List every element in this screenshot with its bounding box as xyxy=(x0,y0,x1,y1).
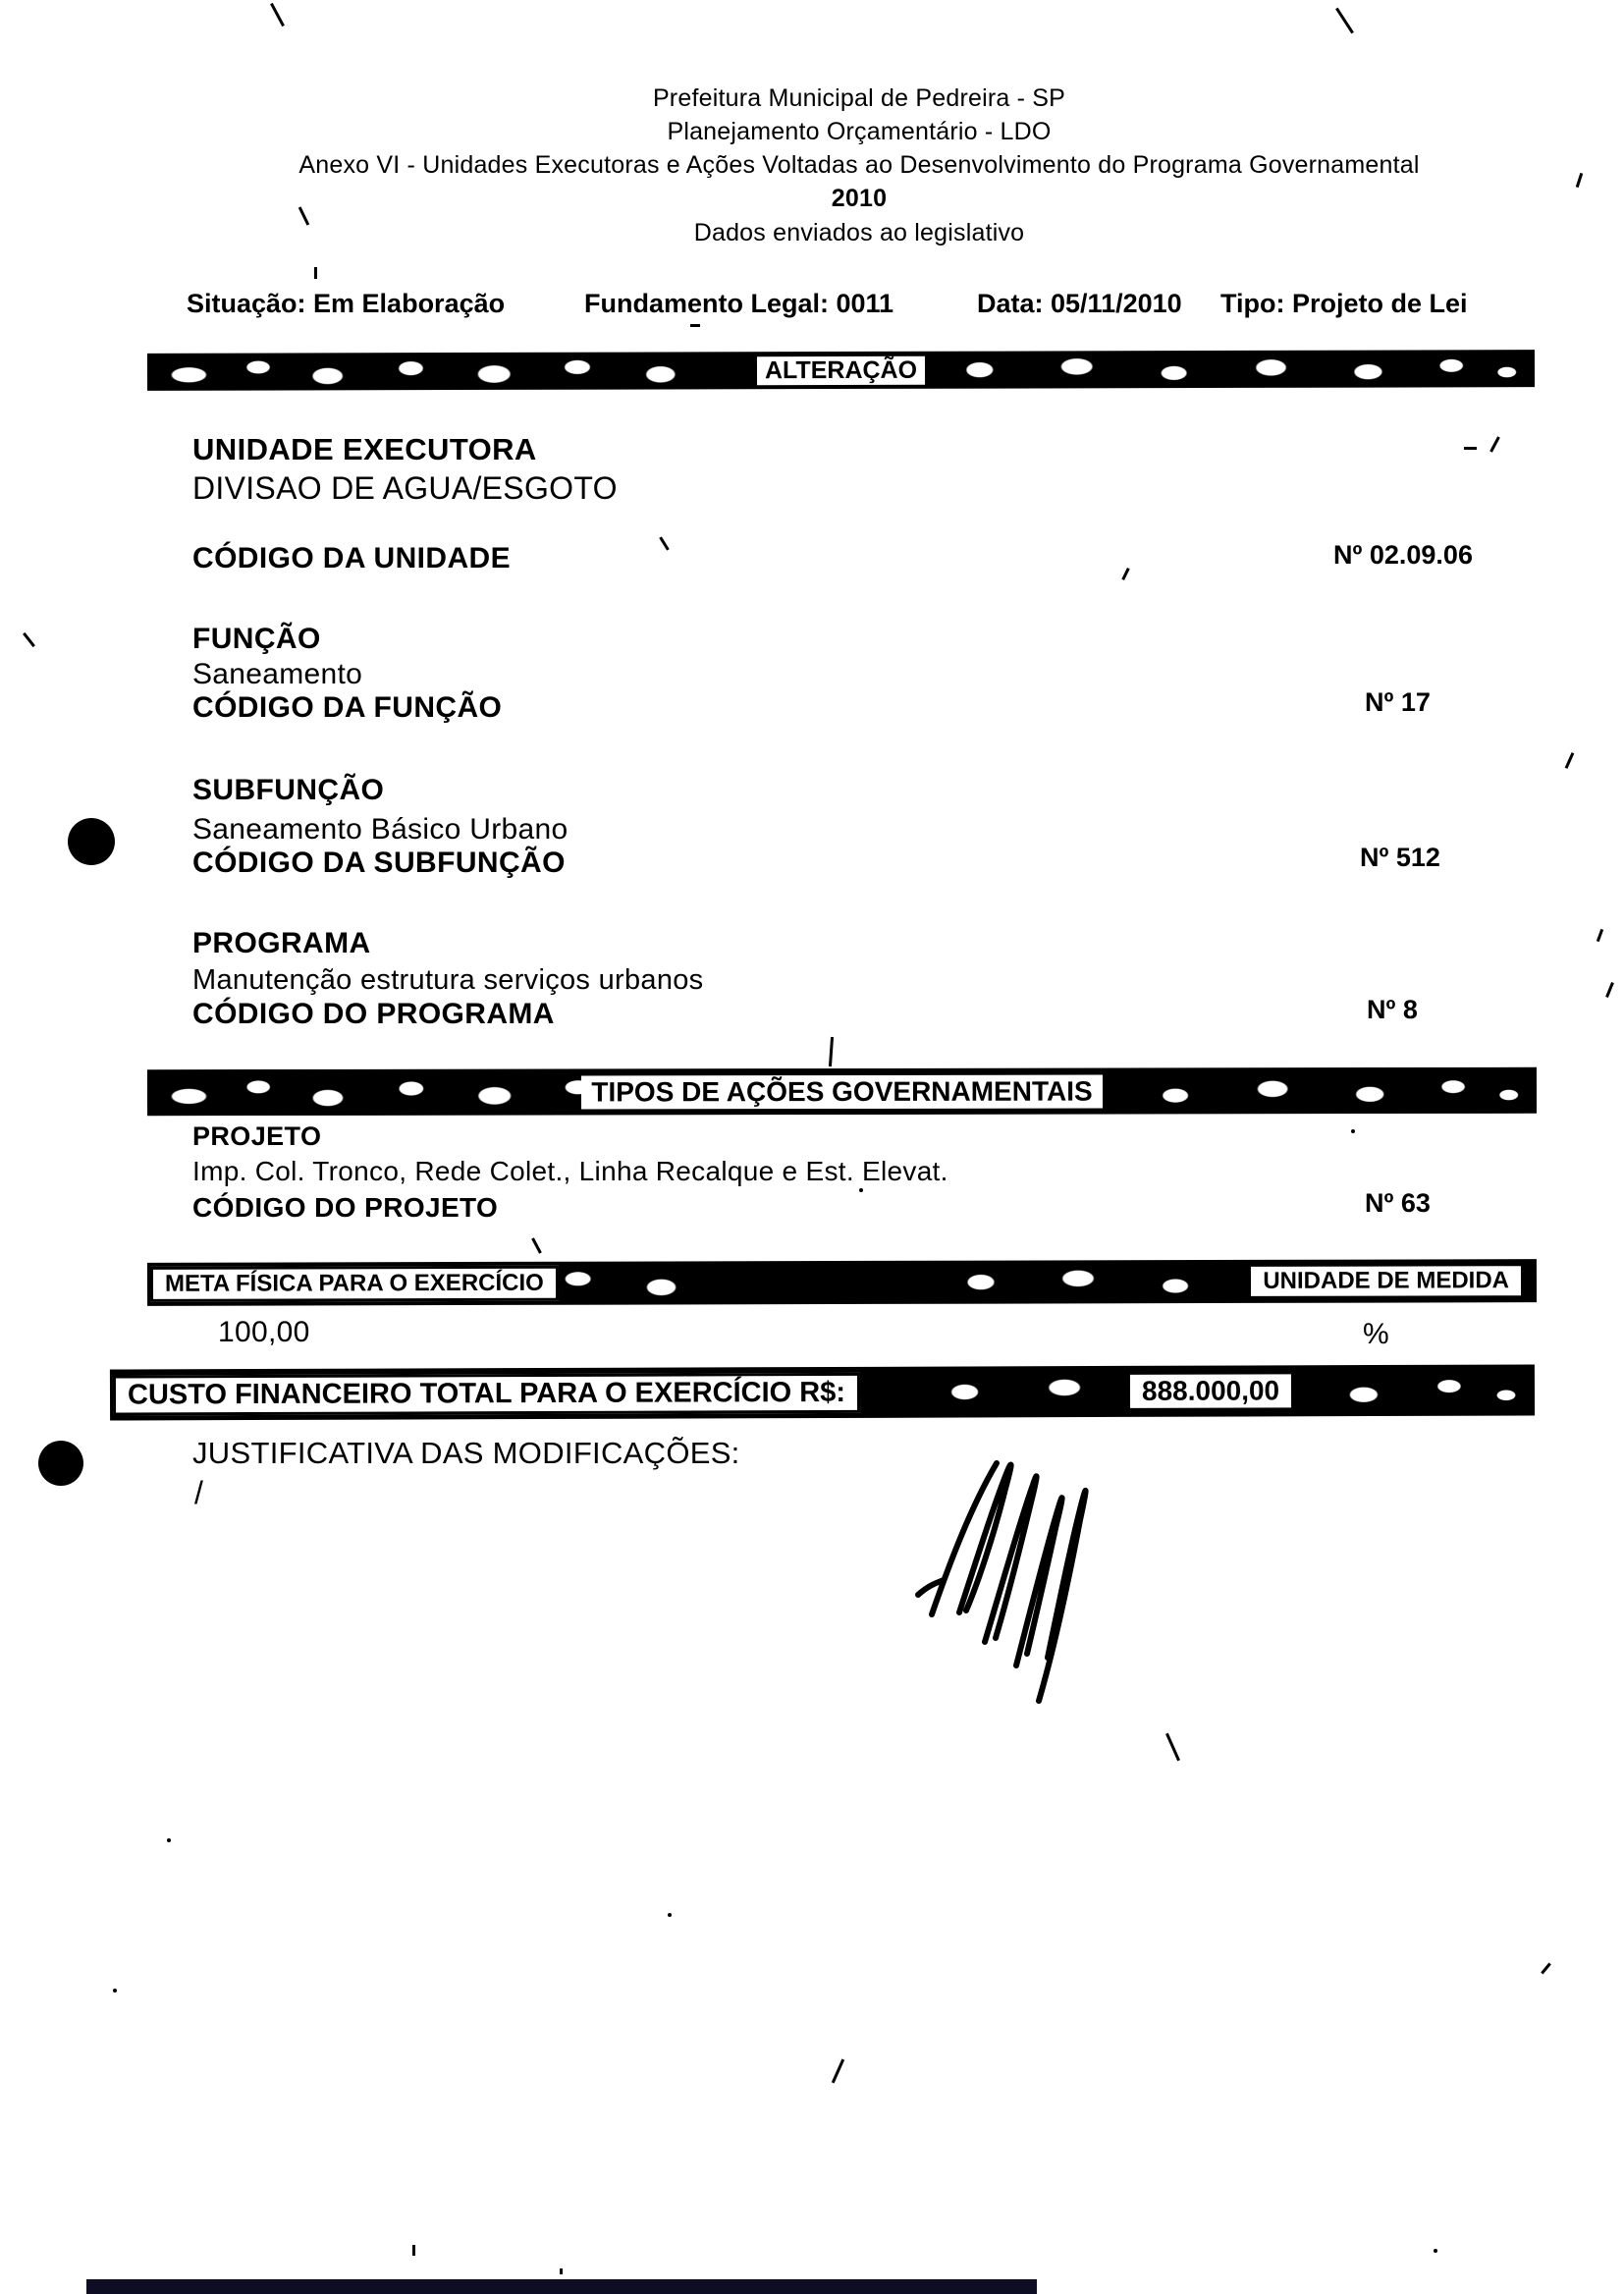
codigo-unidade-value: Nº 02.09.06 xyxy=(1333,540,1473,570)
codigo-projeto-label: CÓDIGO DO PROJETO xyxy=(192,1192,499,1223)
scan-mark xyxy=(1165,1733,1180,1762)
status-tipo: Tipo: Projeto de Lei xyxy=(1220,289,1468,318)
scan-mark xyxy=(1335,8,1354,34)
scan-mark xyxy=(1541,1963,1551,1975)
scan-edge-bar xyxy=(86,2279,1037,2294)
projeto-label: PROJETO xyxy=(192,1121,322,1151)
banner-tipos-acoes-label: TIPOS DE AÇÕES GOVERNAMENTAIS xyxy=(581,1074,1102,1109)
scan-mark xyxy=(1605,982,1614,998)
unidade-executora-value: DIVISAO DE AGUA/ESGOTO xyxy=(192,470,618,506)
banner-meta-fisica xyxy=(147,1259,1537,1306)
programa-label: PROGRAMA xyxy=(192,927,371,959)
scan-mark xyxy=(659,536,669,550)
scan-speck xyxy=(729,1296,733,1300)
scan-mark xyxy=(270,3,285,27)
justificativa-label: JUSTIFICATIVA DAS MODIFICAÇÕES: xyxy=(192,1436,740,1470)
scan-mark xyxy=(1565,752,1575,769)
scan-speck xyxy=(113,1989,117,1993)
scan-speck xyxy=(1351,1129,1355,1133)
meta-fisica-value: 100,00 xyxy=(218,1316,310,1348)
status-data: Data: 05/11/2010 xyxy=(977,289,1182,318)
scan-speck xyxy=(1434,2249,1437,2253)
banner-alteracao xyxy=(147,350,1535,391)
hole-punch-mark xyxy=(38,1441,83,1486)
scan-mark xyxy=(1597,929,1603,942)
unidade-medida-value: % xyxy=(1363,1318,1389,1350)
header-annex: Anexo VI - Unidades Executoras e Ações Voltadas ao Desenvolvimento do Programa Governamental xyxy=(298,151,1420,179)
scan-mark xyxy=(23,632,35,647)
header-org: Prefeitura Municipal de Pedreira - SP xyxy=(652,84,1066,112)
scan-mark xyxy=(412,2245,415,2256)
scan-mark xyxy=(531,1237,542,1253)
scan-mark xyxy=(1464,447,1477,450)
codigo-subfuncao-label: CÓDIGO DA SUBFUNÇÃO xyxy=(192,847,566,879)
scan-mark xyxy=(1489,436,1500,452)
subfuncao-value: Saneamento Básico Urbano xyxy=(192,813,568,846)
codigo-unidade-label: CÓDIGO DA UNIDADE xyxy=(192,542,512,574)
scan-mark xyxy=(832,2059,844,2084)
scan-speck xyxy=(167,1838,171,1842)
header-subtitle: Planejamento Orçamentário - LDO xyxy=(667,118,1052,145)
programa-value: Manutenção estrutura serviços urbanos xyxy=(192,964,704,996)
projeto-value: Imp. Col. Tronco, Rede Colet., Linha Recalque e Est. Elevat. xyxy=(192,1156,948,1186)
codigo-programa-label: CÓDIGO DO PROGRAMA xyxy=(192,998,555,1030)
codigo-subfuncao-value: Nº 512 xyxy=(1360,843,1440,872)
custo-financeiro-banner-label: CUSTO FINANCEIRO TOTAL PARA O EXERCÍCIO R$: xyxy=(113,1372,860,1415)
justificativa-value: / xyxy=(194,1475,204,1510)
funcao-label: FUNÇÃO xyxy=(192,623,321,655)
header-note: Dados enviados ao legislativo xyxy=(693,219,1025,246)
unidade-medida-banner-label: UNIDADE DE MEDIDA xyxy=(1251,1266,1521,1296)
status-situacao: Situação: Em Elaboração xyxy=(187,289,506,318)
scan-mark xyxy=(314,267,317,279)
meta-fisica-banner-label: META FÍSICA PARA O EXERCÍCIO xyxy=(150,1266,559,1302)
hole-punch-mark xyxy=(68,818,115,865)
scan-mark xyxy=(1121,568,1129,580)
scan-speck xyxy=(668,1913,672,1917)
signature-scribble xyxy=(908,1446,1134,1706)
codigo-funcao-value: Nº 17 xyxy=(1365,687,1431,717)
codigo-projeto-value: Nº 63 xyxy=(1365,1188,1431,1218)
scan-mark xyxy=(829,1037,834,1066)
subfuncao-label: SUBFUNÇÃO xyxy=(192,774,385,806)
unidade-executora-label: UNIDADE EXECUTORA xyxy=(192,432,537,466)
scan-mark xyxy=(560,2268,563,2274)
banner-custo-financeiro xyxy=(110,1364,1535,1420)
header-year: 2010 xyxy=(831,185,888,212)
scan-mark xyxy=(690,324,700,327)
funcao-value: Saneamento xyxy=(192,658,363,690)
codigo-funcao-label: CÓDIGO DA FUNÇÃO xyxy=(192,691,503,724)
codigo-programa-value: Nº 8 xyxy=(1367,995,1418,1024)
banner-alteracao-label: ALTERAÇÃO xyxy=(757,355,925,384)
status-fundamento: Fundamento Legal: 0011 xyxy=(584,289,894,318)
custo-financeiro-value: 888.000,00 xyxy=(1130,1374,1291,1408)
banner-tipos-acoes xyxy=(147,1067,1537,1116)
scan-speck xyxy=(859,1188,863,1192)
